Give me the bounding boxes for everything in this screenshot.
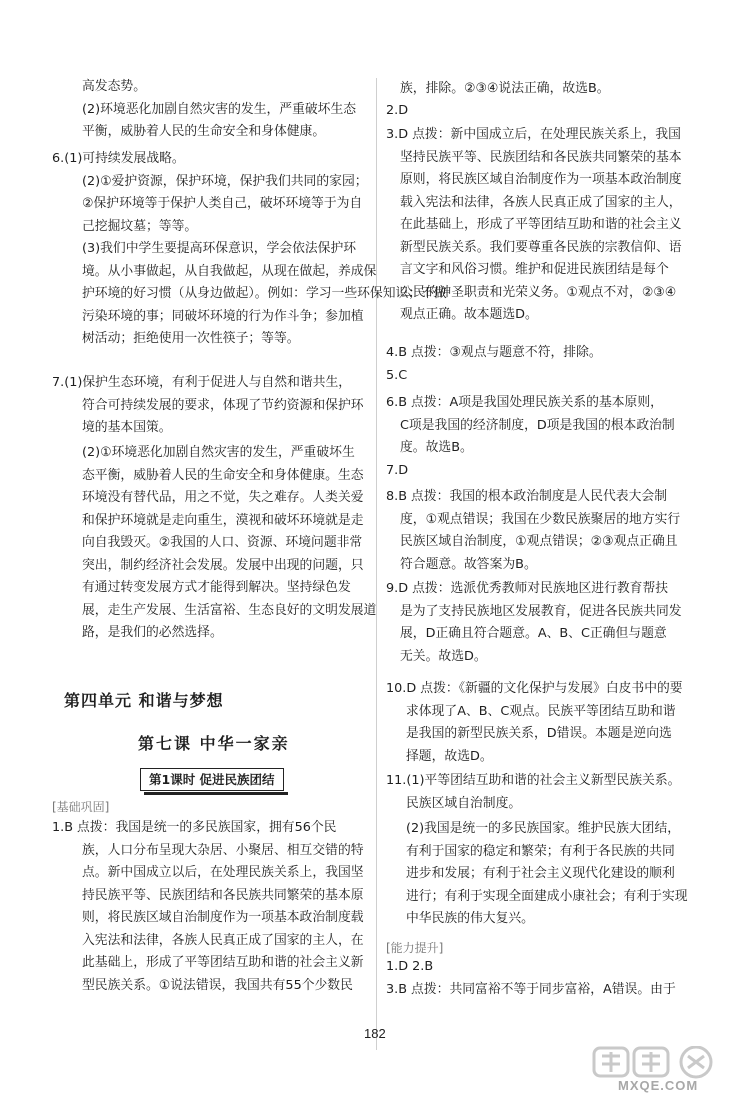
answer-block — [386, 342, 602, 387]
text-line: 在此基础上，形成了平等团结互助和谐的社会主义 — [400, 217, 682, 232]
text-line: 境。从小事做起，从自我做起，从现在做起，养成保 — [82, 263, 377, 279]
text-line: 6.B 点拨：A项是我国处理民族关系的基本原则， — [386, 395, 663, 410]
text-line: 有利于国家的稳定和繁荣；有利于各民族的共同 — [406, 843, 675, 859]
text-line: 护环境的好习惯（从身边做起）。例如：学习一些环保知识；不做 — [82, 286, 447, 301]
watermark-text: MXQE.COM — [618, 1078, 699, 1093]
answer-block — [52, 148, 368, 238]
text-line: 7.(1)保护生态环境，有利于促进人与自然和谐共生， — [52, 375, 352, 390]
answer-block — [386, 578, 682, 668]
text-line: 原则，将民族区域自治制度作为一项基本政治制度 — [400, 172, 682, 187]
text-line: 5.C — [386, 367, 408, 383]
text-line: 态平衡，威胁着人民的生命安全和身体健康。生态 — [82, 467, 364, 483]
text-line: 无关。故选D。 — [400, 648, 487, 664]
text-line: 进步和发展；有利于社会主义现代化建设的顺利 — [406, 866, 675, 881]
text-line: 符合题意。故答案为B。 — [400, 556, 537, 572]
page-number: 182 — [364, 1026, 386, 1041]
text-line: 观点正确。故本题选D。 — [400, 307, 538, 322]
text-line: 展，走生产发展、生活富裕、生态良好的文明发展道 — [82, 602, 377, 618]
text-line: 4.B 点拨：③观点与题意不符，排除。 — [386, 345, 602, 360]
text-line: 向自我毁灭。②我国的人口、资源、环境问题非常 — [82, 535, 363, 550]
text-line: 9.D 点拨：选派优秀教师对民族地区进行教育帮扶 — [386, 581, 669, 596]
answer-block — [386, 100, 408, 123]
text-line: 度。故选B。 — [400, 440, 473, 455]
text-line: 10.D 点拨：《新疆的文化保护与发展》白皮书中的要 — [386, 681, 683, 696]
text-line: 展，D正确且符合题意。A、B、C正确但与题意 — [400, 626, 667, 641]
text-line: 平衡，威胁着人民的生命安全和身体健康。 — [82, 124, 326, 139]
text-line: 1.B 点拨：我国是统一的多民族国家，拥有56个民 — [52, 820, 337, 835]
text-line: 持民族平等、民族团结和各民族共同繁荣的基本原 — [82, 887, 364, 903]
text-line: 和保护环境就是走向重生，漠视和破坏环境就是走 — [82, 512, 364, 528]
text-line: (2)环境恶化加剧自然灾害的发生，严重破坏生态 — [82, 101, 357, 117]
text-line: 3.B 点拨：共同富裕不等于同步富裕，A错误。由于 — [386, 981, 676, 997]
text-line: 度，①观点错误；我国在少数民族聚居的地方实行 — [400, 511, 681, 527]
answer-block — [386, 956, 676, 1001]
text-line: 有通过转变发展方式才能得到解决。坚持绿色发 — [82, 580, 351, 595]
text-line: 高发态势。 — [82, 79, 146, 94]
section-tag-improve: [能力提升] — [386, 941, 444, 955]
text-line: (3)我们中学生要提高环保意识，学会依法保护环 — [82, 241, 357, 256]
text-line: 8.B 点拨：我国的根本政治制度是人民代表大会制 — [386, 489, 667, 504]
text-line: 族，人口分布呈现大杂居、小聚居、相互交错的特 — [82, 842, 364, 858]
text-line: 路，是我们的必然选择。 — [82, 625, 223, 640]
text-line: 择题，故选D。 — [406, 748, 493, 764]
text-line: 公民的神圣职责和光荣义务。①观点不对，②③④ — [400, 284, 677, 300]
text-line: 求体现了A、B、C观点。民族平等团结互助和谐 — [406, 703, 676, 719]
text-line: 型民族关系。①说法错误，我国共有55个少数民 — [82, 977, 353, 993]
unit-title: 第四单元 和谐与梦想 — [64, 691, 224, 710]
text-line: 境的基本国策。 — [82, 420, 172, 435]
answer-block — [52, 817, 364, 997]
text-line: 环境没有替代品，用之不觉，失之难存。人类关爱 — [82, 490, 364, 505]
text-line: 进行；有利于实现全面建成小康社会；有利于实现 — [406, 888, 688, 904]
lesson-title: 第七课 中华一家亲 — [138, 734, 290, 753]
text-line: 载入宪法和法律，各族人民真正成了国家的主人， — [400, 194, 682, 210]
text-line: 己挖掘坟墓；等等。 — [82, 218, 198, 234]
text-line: 污染环境的事；同破坏环境的行为作斗争；参加植 — [82, 308, 364, 324]
text-line: 入宪法和法律，各族人民真正成了国家的主人，在 — [82, 932, 364, 948]
text-line: 1.D 2.B — [386, 959, 434, 974]
answer-block — [386, 678, 683, 768]
text-line: 民族区域自治制度。 — [406, 795, 522, 811]
text-line: 中华民族的伟大复兴。 — [406, 911, 534, 926]
text-line: 此基础上，形成了平等团结互助和谐的社会主义新 — [82, 955, 364, 970]
text-line: 3.D 点拨：新中国成立后，在处理民族关系上，我国 — [386, 127, 681, 142]
text-line: 民族区域自治制度，①观点错误；②③观点正确且 — [400, 534, 678, 549]
answer-block — [386, 770, 680, 815]
text-line: 坚持民族平等、民族团结和各民族共同繁荣的基本 — [400, 149, 682, 165]
text-line: 是为了支持民族地区发展教育，促进各民族共同发 — [400, 603, 682, 619]
answer-block — [400, 78, 610, 101]
text-line: C项是我国的经济制度，D项是我国的根本政治制 — [400, 417, 675, 433]
text-line: 树活动；拒绝使用一次性筷子；等等。 — [82, 331, 300, 346]
text-line: (2)①爱护资源，保护环境，保护我们共同的家园； — [82, 173, 368, 189]
text-line: ②保护环境等于保护人类自己，破坏环境等于为自 — [82, 196, 363, 211]
answer-block — [82, 442, 376, 645]
answer-block — [386, 392, 675, 482]
answer-block — [386, 486, 680, 576]
text-line: 族，排除。②③④说法正确，故选B。 — [400, 81, 610, 96]
answer-block — [82, 76, 356, 144]
section-tag-basic: [基础巩固] — [52, 800, 110, 814]
text-line: 2.D — [386, 103, 409, 118]
answer-block — [386, 124, 682, 327]
text-line: (2)我国是统一的多民族国家。维护民族大团结， — [406, 821, 681, 836]
text-line: 突出，制约经济社会发展。发展中出现的问题，只 — [82, 557, 364, 573]
text-line: 则，将民族区域自治制度作为一项基本政治制度载 — [82, 910, 364, 925]
text-line: 是我国的新型民族关系，D错误。本题是逆向选 — [406, 726, 672, 741]
text-line: (2)①环境恶化加剧自然灾害的发生，严重破坏生 — [82, 445, 355, 460]
text-line: 符合可持续发展的要求，体现了节约资源和保护环 — [82, 397, 364, 413]
section-title: 第1课时 促进民族团结 — [140, 768, 284, 791]
answer-block — [406, 818, 688, 931]
text-line: 6.(1)可持续发展战略。 — [52, 151, 185, 166]
text-line: 11.(1)平等团结互助和谐的社会主义新型民族关系。 — [386, 773, 681, 788]
text-line: 点。新中国成立以后，在处理民族关系上，我国坚 — [82, 865, 364, 880]
answer-block — [52, 372, 364, 440]
text-line: 言文字和风俗习惯。维护和促进民族团结是每个 — [400, 262, 669, 277]
text-line: 新型民族关系。我们要尊重各民族的宗教信仰、语 — [400, 239, 682, 255]
text-line: 7.D — [386, 462, 409, 478]
